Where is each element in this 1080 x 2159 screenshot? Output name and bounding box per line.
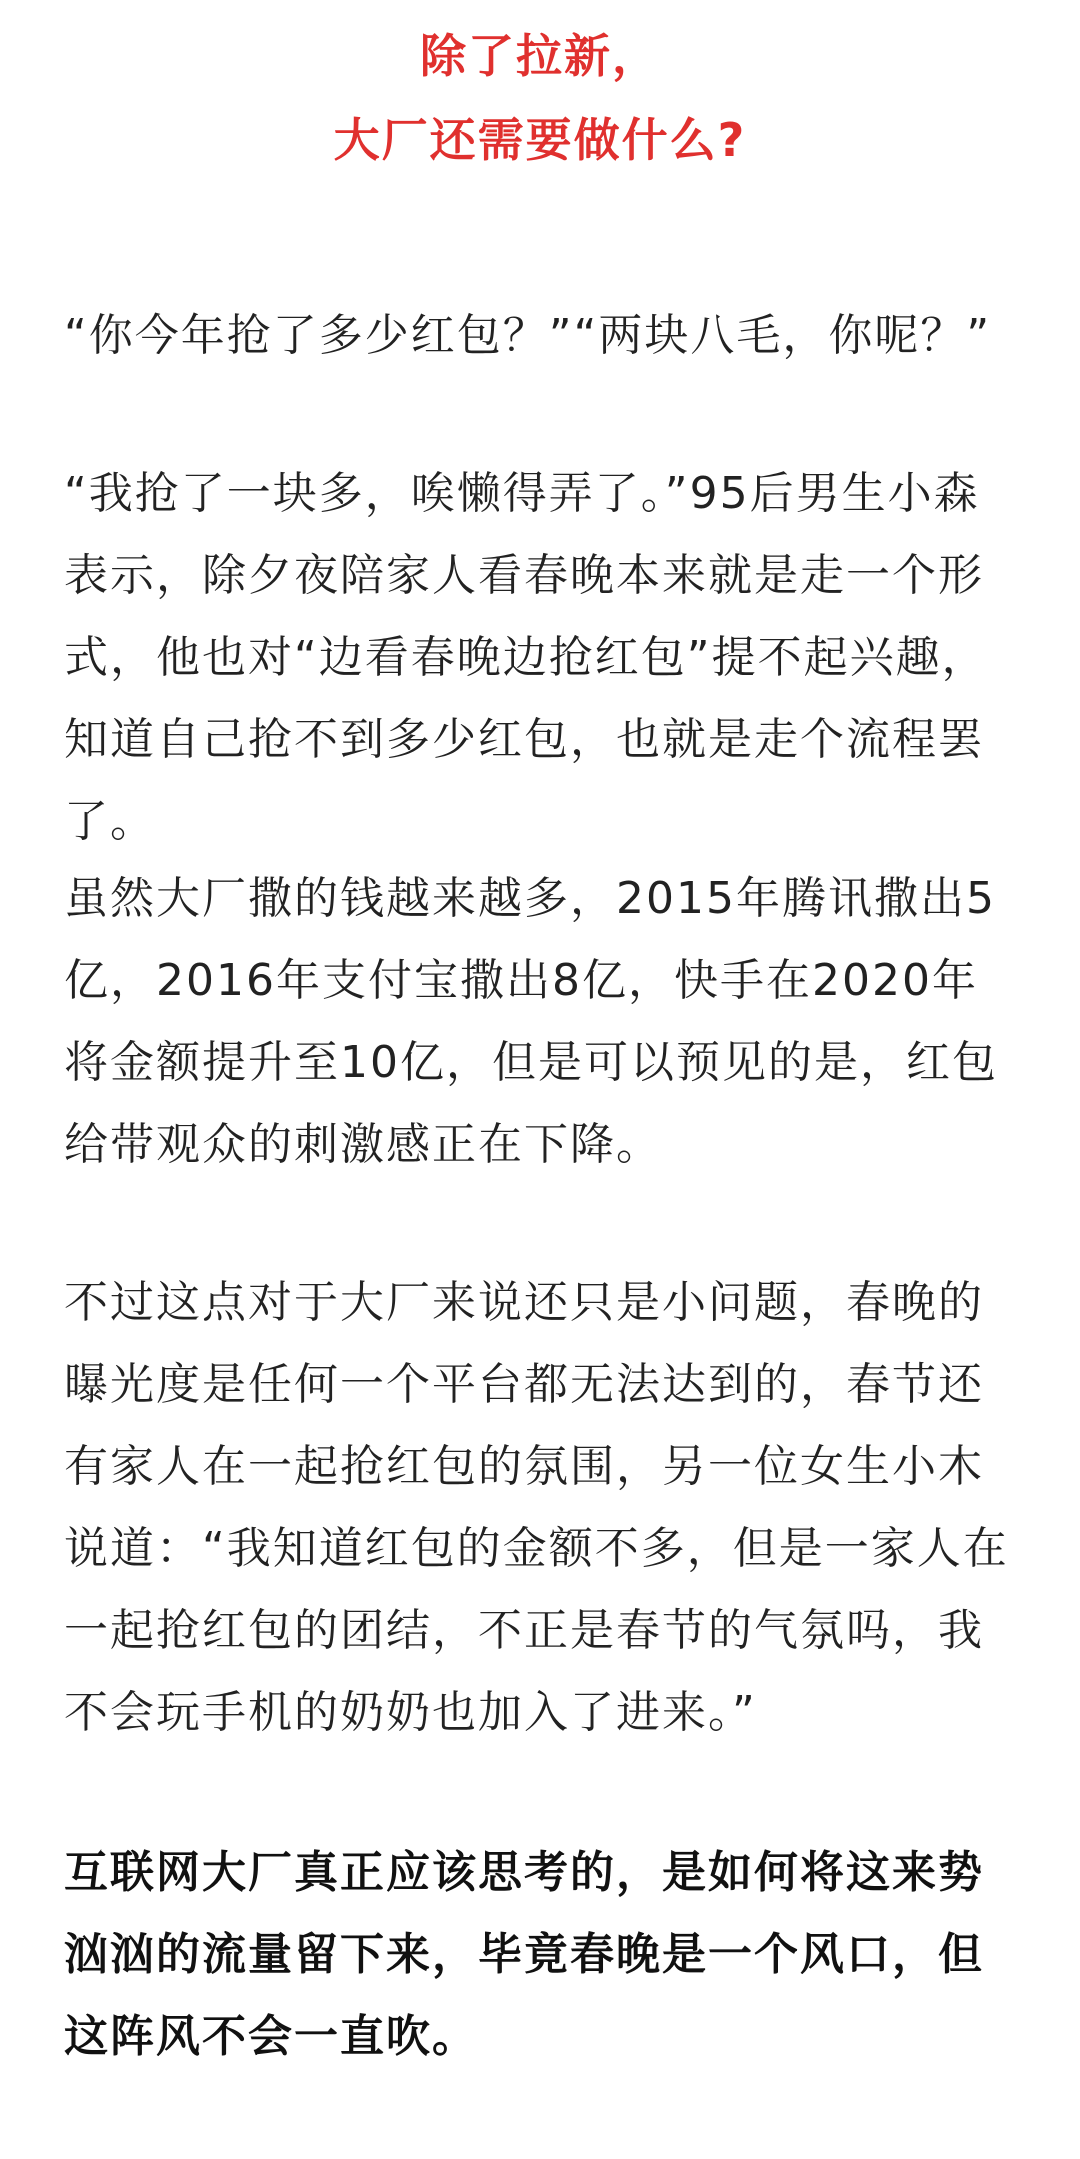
paragraph-money-amounts: 虽然大厂撒的钱越来越多，2015年腾讯撒出5亿，2016年支付宝撒出8亿，快手在2020年将金额提升至10亿，但是可以预见的是，红包给带观众的刺激感正在下降。 bbox=[64, 873, 998, 1170]
paragraph-dialogue: “你今年抢了多少红包？”“两块八毛，你呢？” bbox=[64, 310, 992, 361]
article-title-line-1: 除了拉新， bbox=[420, 29, 660, 83]
paragraph-xiaomu-quote: 不过这点对于大厂来说还只是小问题，春晚的曝光度是任何一个平台都无法达到的，春节还有家人在一起抢红包的氛围，另一位女生小木说道：“我知道红包的金额不多，但是一家人在一起抢红包的团结，不正是春节的气氛吗，我不会玩手机的奶奶也加入了进来。” bbox=[64, 1277, 1009, 1738]
paragraph-conclusion: 互联网大厂真正应该思考的，是如何将这来势汹汹的流量留下来，毕竟春晚是一个风口，但这阵风不会一直吹。 bbox=[64, 1847, 984, 2062]
article-title-line-2: 大厂还需要做什么? bbox=[333, 113, 747, 167]
paragraph-xiaosen-quote: “我抢了一块多，唉懒得弄了。”95后男生小森表示，除夕夜陪家人看春晚本来就是走一个形式，他也对“边看春晚边抢红包”提不起兴趣，知道自己抢不到多少红包，也就是走个流程罢了。 bbox=[64, 468, 988, 847]
